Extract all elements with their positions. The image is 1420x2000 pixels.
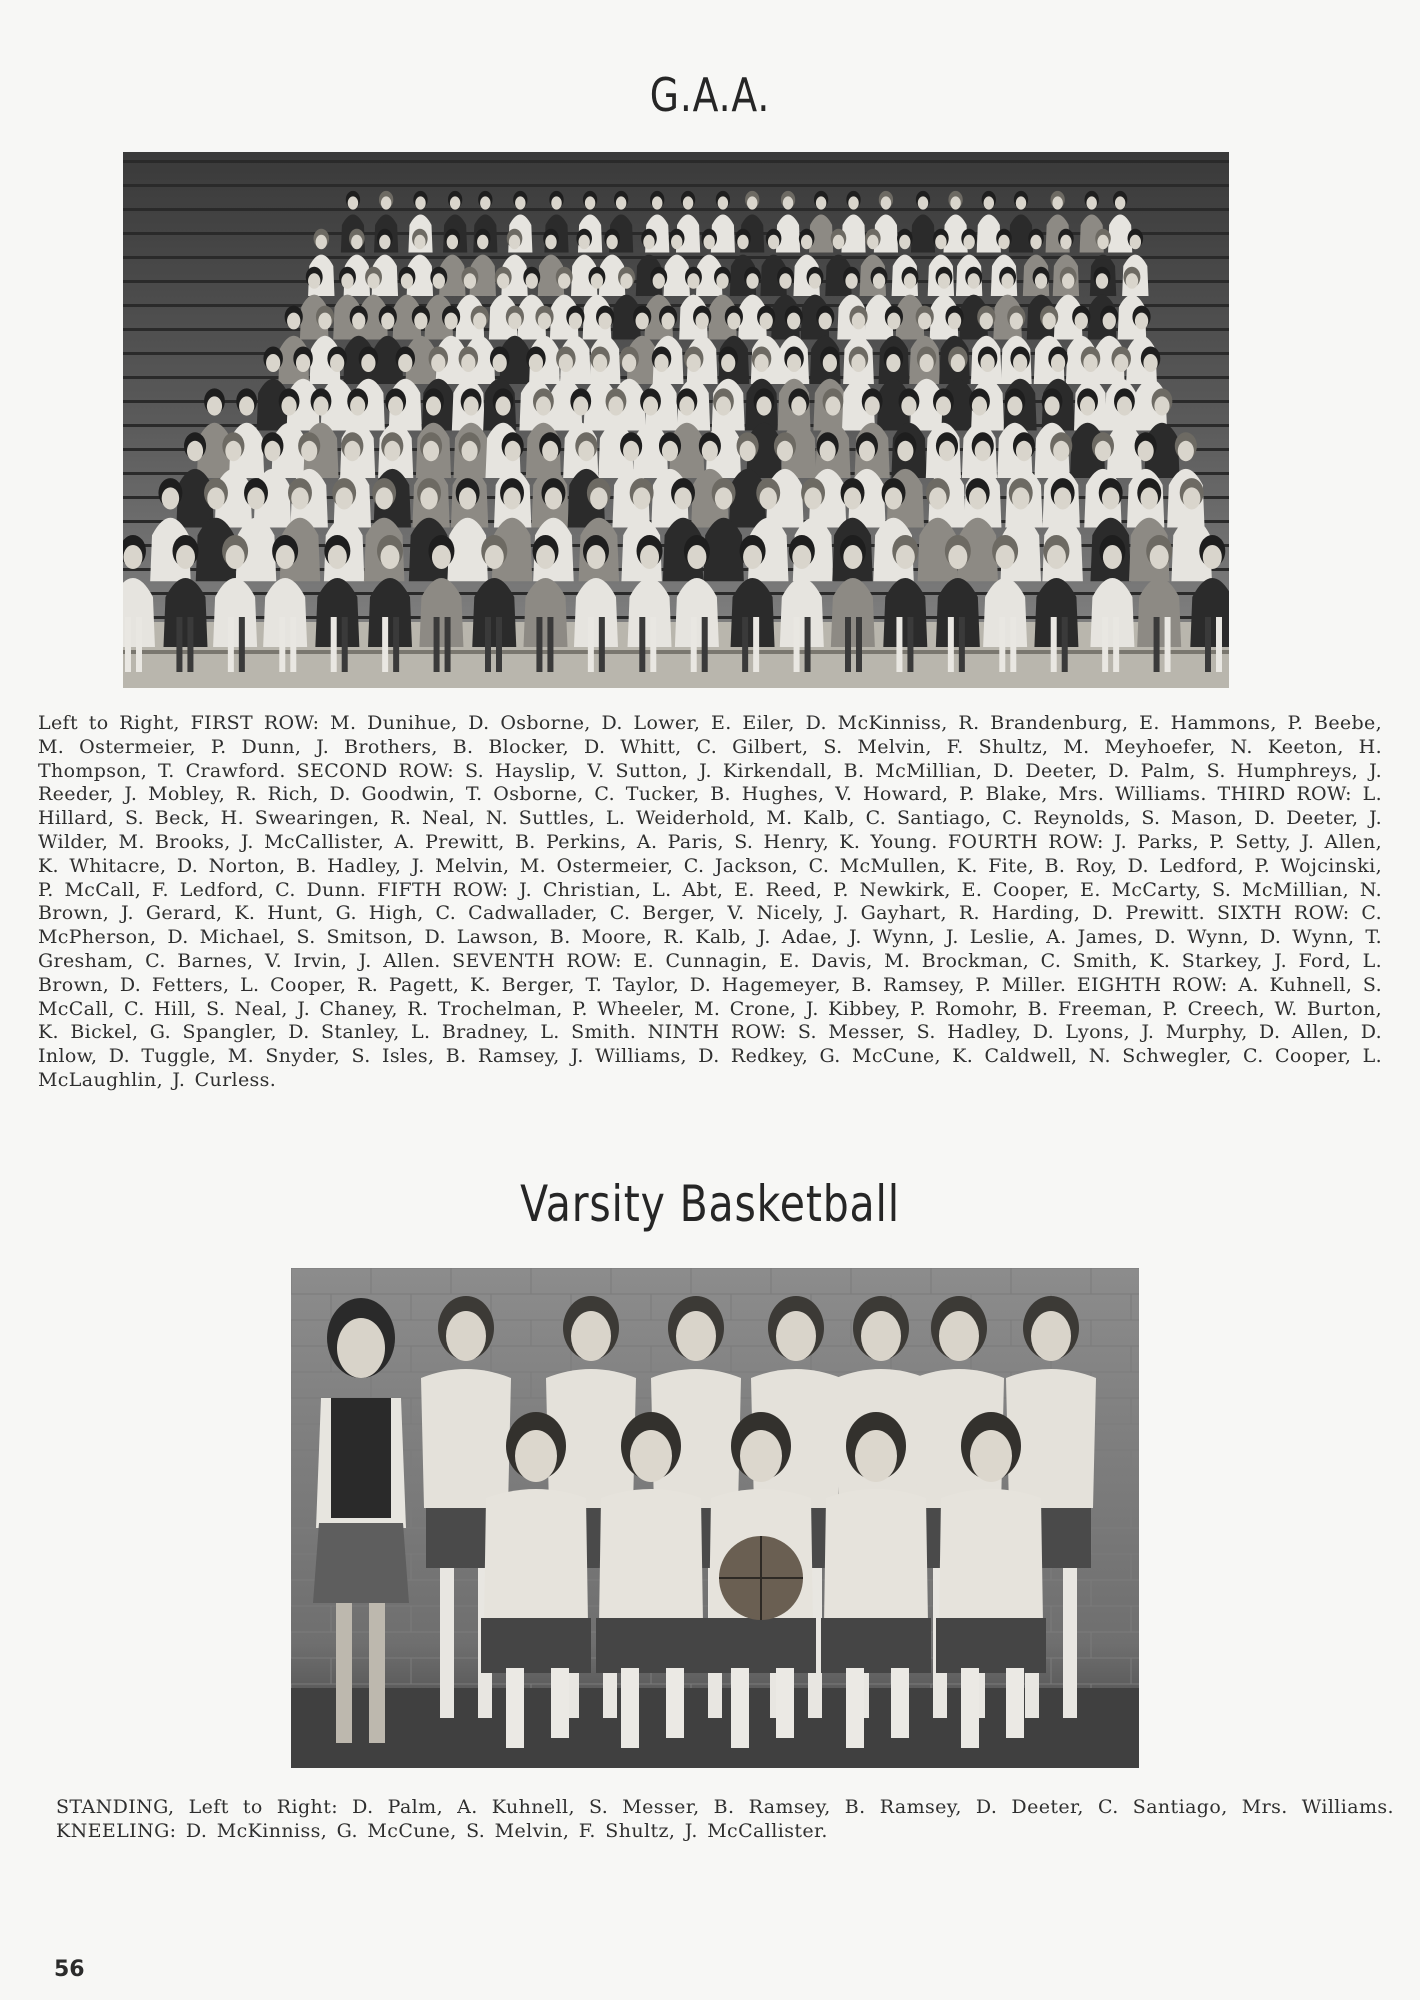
varsity-caption: STANDING, Left to Right: D. Palm, A. Kuhnell, S. Messer, B. Ramsey, B. Ramsey, D. Deeter, C. Santiago, Mrs. Williams. KNEELING: D. McKinniss, G. McCune, S. Melvin, F. Shultz, J. McCallister. <box>56 1796 1394 1842</box>
page-number: 56 <box>54 1957 85 1982</box>
gaa-group-photo <box>123 152 1229 688</box>
varsity-basketball-heading: Varsity Basketball <box>520 1175 900 1233</box>
varsity-team-photo <box>291 1268 1139 1768</box>
varsity-photo-image <box>291 1268 1139 1768</box>
gaa-caption: Left to Right, FIRST ROW: M. Dunihue, D. Osborne, D. Lower, E. Eiler, D. McKinniss, R. Brandenburg, E. Hammons, P. Beebe, M. Ostermeier, P. Dunn, J. Brothers, B. Blocker, D. Whitt, C. Gilbert, S. Melvin, F. Shultz, M. Meyhoefer, N. Keeton, H. Thompson, T. Crawford. SECOND ROW: S. Hayslip, V. Sutton, J. Kirkendall, B. McMillian, D. Deeter, D. Palm, S. Humphreys, J. Reeder, J. Mobley, R. Rich, D. Goodwin, T. Osborne, C. Tucker, B. Hughes, V. Howard, P. Blake, Mrs. Williams. THIRD ROW: L. Hillard, S. Beck, H. Swearingen, R. Neal, N. Suttles, L. Weiderhold, M. Kalb, C. Santiago, C. Reynolds, S. Mason, D. Deeter, J. Wilder, M. Brooks, J. McCallister, A. Prewitt, B. Perkins, A. Paris, S. Henry, K. Young. FOURTH ROW: J. Parks, P. Setty, J. Allen, K. Whitacre, D. Norton, B. Hadley, J. Melvin, M. Ostermeier, C. Jackson, C. McMullen, K. Fite, B. Roy, D. Ledford, P. Wojcinski, P. McCall, F. Ledford, C. Dunn. FIFTH ROW: J. Christian, L. Abt, E. Reed, P. Newkirk, E. Cooper, E. McCarty, S. McMillian, N. Brown, J. Gerard, K. Hunt, G. High, C. Cadwallader, C. Berger, V. Nicely, J. Gayhart, R. Harding, D. Prewitt. SIXTH ROW: C. McPherson, D. Michael, S. Smitson, D. Lawson, B. Moore, R. Kalb, J. Adae, J. Wynn, J. Leslie, A. James, D. Wynn, D. Wynn, T. Gresham, C. Barnes, V. Irvin, J. Allen. SEVENTH ROW: E. Cunnagin, E. Davis, M. Brockman, C. Smith, K. Starkey, J. Ford, L. Brown, D. Fetters, L. Cooper, R. Pagett, K. Berger, T. Taylor, D. Hagemeyer, B. Ramsey, P. Miller. EIGHTH ROW: A. Kuhnell, S. McCall, C. Hill, S. Neal, J. Chaney, R. Trochelman, P. Wheeler, M. Crone, J. Kibbey, P. Romohr, B. Freeman, P. Creech, W. Burton, K. Bickel, G. Spangler, D. Stanley, L. Bradney, L. Smith. NINTH ROW: S. Messer, S. Hadley, D. Lyons, J. Murphy, D. Allen, D. Inlow, D. Tuggle, M. Snyder, S. Isles, B. Ramsey, J. Williams, D. Redkey, G. McCune, K. Caldwell, N. Schwegler, C. Cooper, L. McLaughlin, J. Curless. <box>38 712 1382 1091</box>
gaa-photo-image <box>123 152 1229 688</box>
gaa-heading: G.A.A. <box>649 68 771 122</box>
